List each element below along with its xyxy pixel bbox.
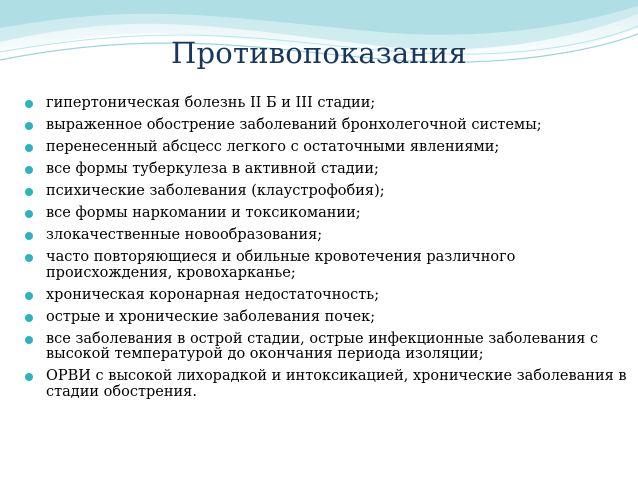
- contraindications-list: [24, 96, 628, 407]
- teal-circle-bullet-icon: [25, 314, 33, 322]
- list-item-text: все формы туберкулеза в активной стадии;: [46, 161, 379, 177]
- list-item: [24, 162, 628, 178]
- list-item-text: злокачественные новообразования;: [46, 227, 323, 243]
- list-item: [24, 140, 628, 156]
- list-item: [24, 96, 628, 112]
- list-item: [24, 310, 628, 326]
- list-item: [24, 250, 628, 281]
- teal-circle-bullet-icon: [25, 188, 33, 196]
- slide-title: Противопоказания: [171, 36, 467, 70]
- teal-circle-bullet-icon: [25, 232, 33, 240]
- teal-circle-bullet-icon: [25, 292, 33, 300]
- list-item-text: все заболевания в острой стадии, острые инфекционные заболевания с высокой температурой до окончания периода изоляции;: [46, 330, 599, 362]
- list-item-text: острые и хронические заболевания почек;: [46, 308, 376, 325]
- teal-circle-bullet-icon: [25, 254, 33, 262]
- list-item: [24, 369, 628, 400]
- list-item: [24, 288, 628, 304]
- teal-circle-bullet-icon: [25, 122, 33, 130]
- list-item: [24, 184, 628, 200]
- list-item-text: выраженное обострение заболеваний бронхолегочной системы;: [46, 117, 542, 133]
- teal-circle-bullet-icon: [25, 144, 33, 152]
- list-item-text: часто повторяющиеся и обильные кровотечения различного происхождения, кровохарканье;: [46, 249, 516, 281]
- teal-circle-bullet-icon: [25, 100, 33, 108]
- list-item: [24, 206, 628, 222]
- list-item-text: перенесенный абсцесс легкого с остаточными явлениями;: [46, 139, 500, 155]
- teal-circle-bullet-icon: [25, 373, 33, 381]
- teal-circle-bullet-icon: [25, 166, 33, 174]
- list-item-text: гипертоническая болезнь II Б и III стадии;: [46, 95, 376, 111]
- teal-circle-bullet-icon: [25, 210, 33, 218]
- list-item-text: психические заболевания (клаустрофобия);: [46, 183, 385, 199]
- teal-circle-bullet-icon: [25, 336, 33, 344]
- list-item: [24, 228, 628, 244]
- list-item: [24, 118, 628, 134]
- list-item-text: ОРВИ с высокой лихорадкой и интоксикацией, хронические заболевания в стадии обострения.: [46, 368, 627, 400]
- list-item-text: все формы наркомании и токсикомании;: [46, 205, 361, 221]
- list-item: [24, 332, 628, 363]
- list-item-text: хроническая коронарная недостаточность;: [46, 286, 380, 303]
